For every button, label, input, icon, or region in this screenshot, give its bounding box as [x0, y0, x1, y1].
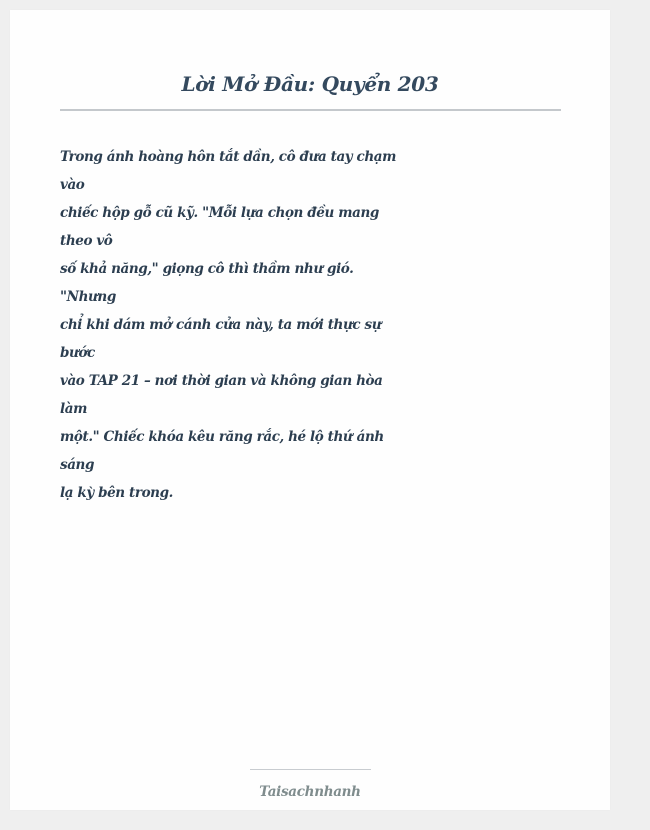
body-line: lạ kỳ bên trong. — [60, 485, 173, 501]
body-line: vào — [60, 177, 85, 193]
body-paragraph — [60, 143, 397, 507]
body-line: chỉ khi dám mở cánh cửa này, ta mới thực sự — [60, 317, 382, 333]
body-line: làm — [60, 401, 87, 417]
body-line: sáng — [60, 457, 95, 473]
body-line: số khả năng," giọng cô thì thầm như gió. — [60, 261, 354, 277]
footer-divider — [250, 769, 371, 770]
footer-credit: Taisachnhanh — [259, 784, 361, 800]
body-line: Trong ánh hoàng hôn tắt dần, cô đưa tay chạm — [60, 149, 397, 165]
body-line: theo vô — [60, 233, 113, 249]
page-title: Lời Mở Đầu: Quyển 203 — [181, 72, 439, 96]
body-line: bước — [60, 345, 95, 361]
document-page — [10, 10, 610, 810]
body-line: vào TAP 21 – nơi thời gian và không gian hòa — [60, 373, 383, 389]
body-line: "Nhưng — [60, 289, 116, 305]
body-line: chiếc hộp gỗ cũ kỹ. "Mỗi lựa chọn đều mang — [60, 205, 379, 221]
title-divider — [60, 109, 561, 111]
body-line: một." Chiếc khóa kêu răng rắc, hé lộ thứ ánh — [60, 429, 384, 445]
